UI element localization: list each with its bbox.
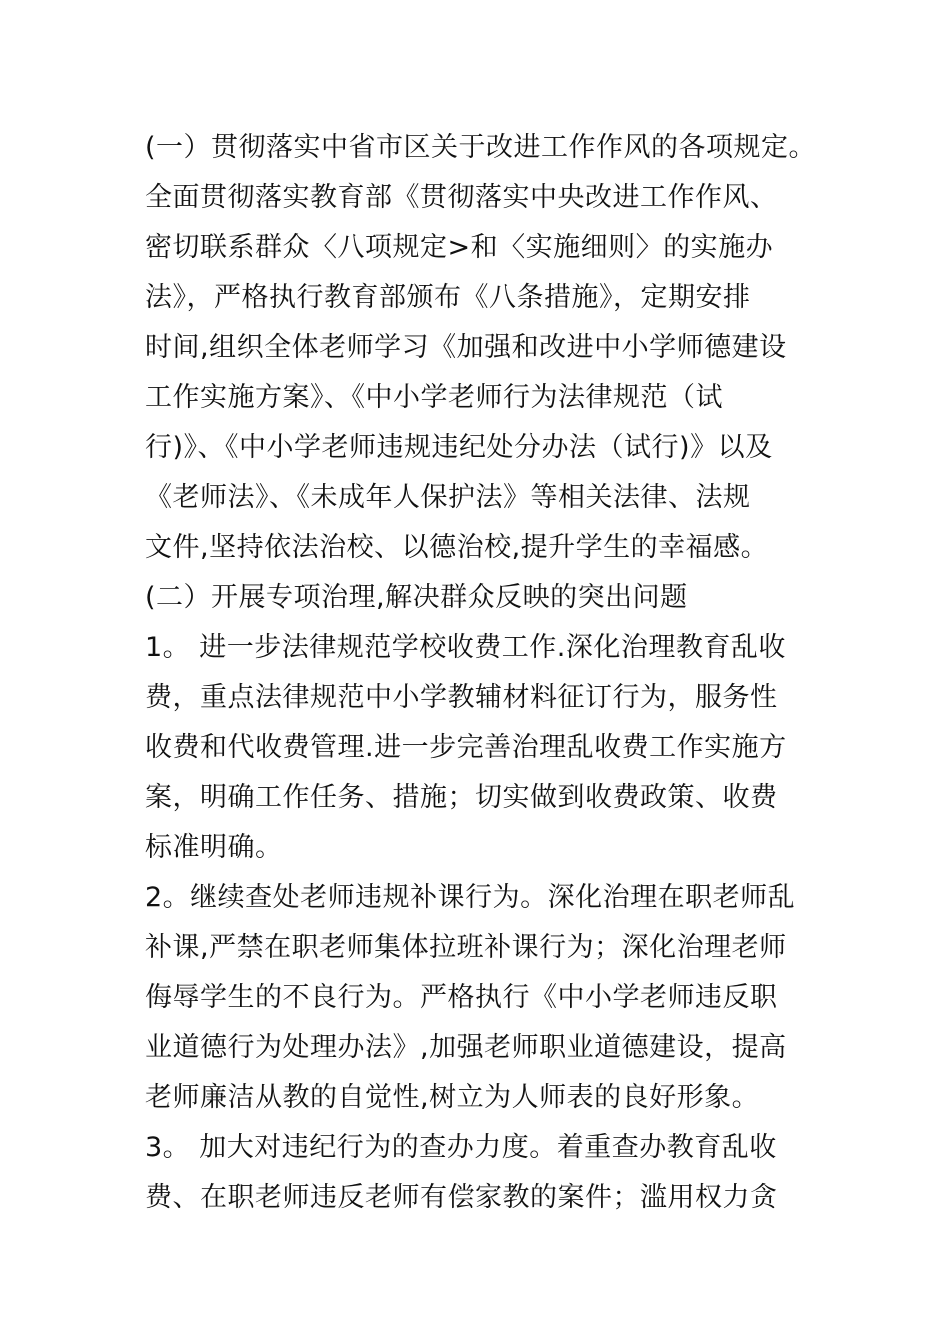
text-line: 行)》、《中小学老师违规违纪处分办法（试行)》以及 [145,432,773,463]
text-line: 法》，严格执行教育部颁布《八条措施》，定期安排 [145,282,751,313]
text-line: 标准明确。 [145,832,283,863]
text-line: 《老师法》、《未成年人保护法》等相关法律、法规 [145,482,751,513]
text-line: 费、在职老师违反老师有偿家教的案件；滥用权力贪 [145,1182,778,1213]
text-line: 密切联系群众〈八项规定>和〈实施细则〉的实施办 [145,232,774,263]
text-line: 收费和代收费管理.进一步完善治理乱收费工作实施方 [145,732,787,763]
text-line: 侮辱学生的不良行为。严格执行《中小学老师违反职 [145,982,778,1013]
text-line: 全面贯彻落实教育部《贯彻落实中央改进工作作风、 [145,182,778,213]
text-line: 补课,严禁在职老师集体拉班补课行为；深化治理老师 [145,932,787,963]
text-line: 费，重点法律规范中小学教辅材料征订行为，服务性 [145,682,778,713]
text-line: 案，明确工作任务、措施；切实做到收费政策、收费 [145,782,778,813]
text-line: 时间,组织全体老师学习《加强和改进中小学师德建设 [145,332,787,363]
text-line: 1。 进一步法律规范学校收费工作.深化治理教育乱收 [145,632,786,663]
text-line: 文件,坚持依法治校、以德治校,提升学生的幸福感。 [145,532,769,563]
text-line: 3。 加大对违纪行为的查办力度。着重查办教育乱收 [145,1132,777,1163]
text-line: 2。继续查处老师违规补课行为。深化治理在职老师乱 [145,882,796,913]
text-line: 工作实施方案》、《中小学老师行为法律规范（试 [145,382,723,413]
text-line: 老师廉洁从教的自觉性,树立为人师表的良好形象。 [145,1082,760,1113]
section-heading: (二）开展专项治理,解决群众反映的突出问题 [145,582,688,613]
text-line: 业道德行为处理办法》,加强老师职业道德建设，提高 [145,1032,787,1063]
text-line: (一）贯彻落实中省市区关于改进工作作风的各项规定。 [145,132,817,163]
